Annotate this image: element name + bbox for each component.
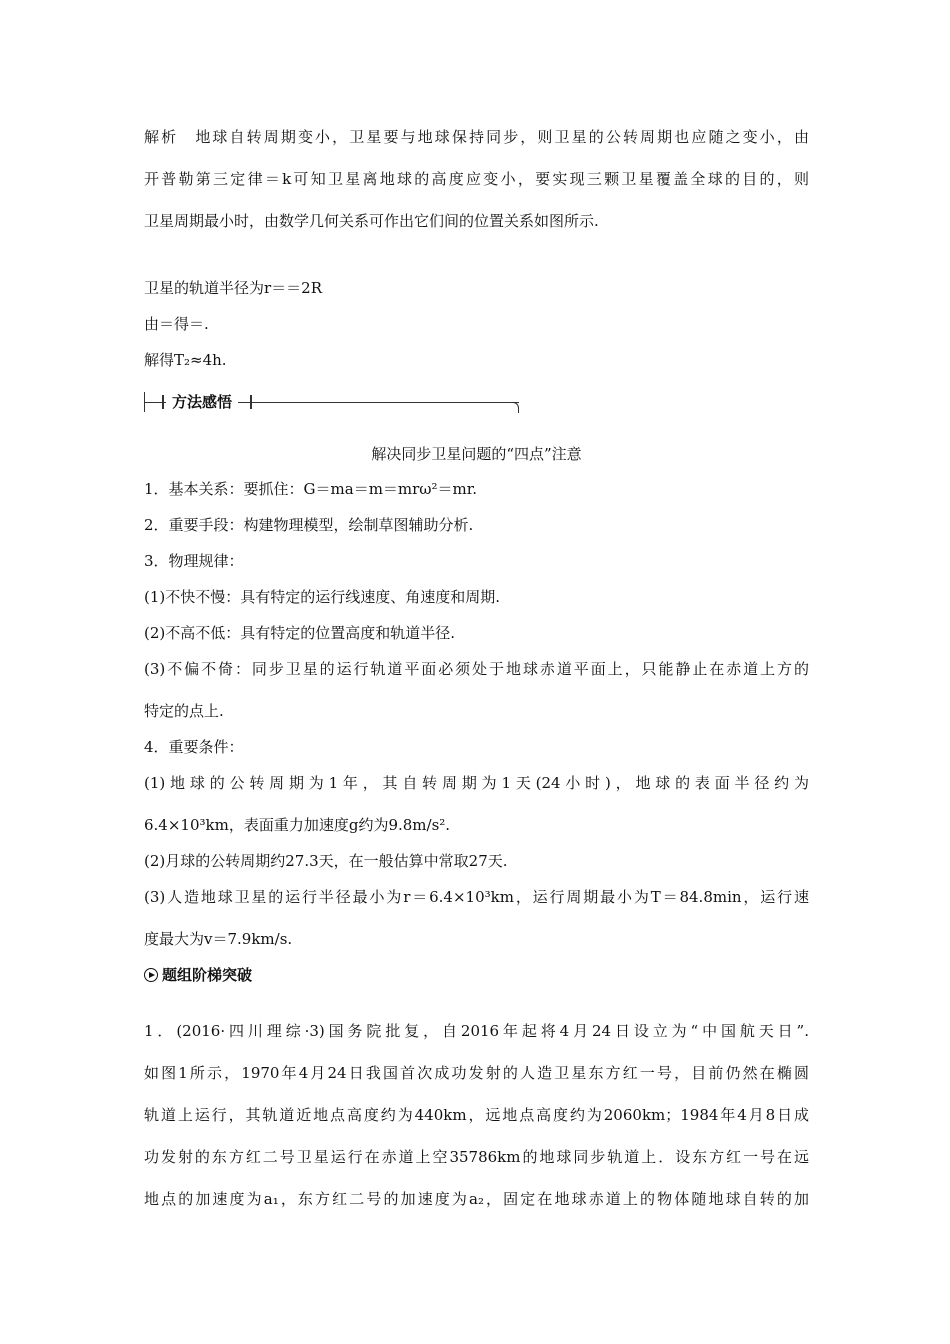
question-line-2: 如图1所示，1970年4月24日我国首次成功发射的人造卫星东方红一号，目前仍然在椭圆: [144, 1064, 809, 1082]
method-box-title: 方法感悟: [166, 392, 238, 412]
analysis-line-4: 卫星的轨道半径为r＝＝2R: [144, 279, 323, 297]
method-item-4: 4．重要条件：: [144, 738, 244, 756]
method-item-1: 1．基本关系：要抓住：G＝ma＝m＝mrω²＝mr.: [144, 480, 478, 498]
play-circle-icon: [144, 968, 158, 982]
method-item-2: 2．重要手段：构建物理模型，绘制草图辅助分析.: [144, 516, 474, 534]
method-item-4-3a: (3)人造地球卫星的运行半径最小为r＝6.4×10³km，运行周期最小为T＝84.8min，运行速: [144, 888, 809, 906]
method-item-3: 3．物理规律：: [144, 552, 244, 570]
section-heading: [144, 964, 252, 986]
analysis-line-1: 解析 地球自转周期变小，卫星要与地球保持同步，则卫星的公转周期也应随之变小，由: [144, 128, 809, 146]
method-box-right-bar: [250, 395, 252, 409]
method-item-4-2: (2)月球的公转周期约27.3天，在一般估算中常取27天.: [144, 852, 508, 870]
method-item-4-3b: 度最大为v＝7.9km/s.: [144, 930, 293, 948]
analysis-line-5: 由＝得＝.: [144, 315, 209, 333]
method-box-corner: [512, 402, 519, 413]
question-line-1: 1．(2016·四川理综·3)国务院批复，自2016年起将4月24日设立为“中国航天日”.: [144, 1022, 809, 1040]
question-line-3: 轨道上运行，其轨道近地点高度约为440km，远地点高度约为2060km；1984年4月8日成: [144, 1106, 809, 1124]
method-item-3-2: (2)不高不低：具有特定的位置高度和轨道半径.: [144, 624, 456, 642]
method-heading: 解决同步卫星问题的“四点”注意: [371, 445, 582, 463]
analysis-line-3: 卫星周期最小时，由数学几何关系可作出它们间的位置关系如图所示.: [144, 212, 599, 230]
method-item-3-3a: (3)不偏不倚：同步卫星的运行轨道平面必须处于地球赤道平面上，只能静止在赤道上方的: [144, 660, 809, 678]
method-box-header: [144, 392, 519, 412]
question-line-4: 功发射的东方红二号卫星运行在赤道上空35786km的地球同步轨道上．设东方红一号在远: [144, 1148, 809, 1166]
method-box-left-bar: [162, 395, 164, 409]
method-box-left-edge: [144, 392, 145, 412]
section-title: 题组阶梯突破: [162, 966, 253, 984]
method-item-4-1a: (1)地球的公转周期为1年，其自转周期为1天(24小时)，地球的表面半径约为: [144, 774, 809, 792]
method-item-4-1b: 6.4×10³km，表面重力加速度g约为9.8m/s².: [144, 816, 451, 834]
method-item-3-1: (1)不快不慢：具有特定的运行线速度、角速度和周期.: [144, 588, 501, 606]
analysis-line-6: 解得T₂≈4h.: [144, 351, 227, 369]
question-line-5: 地点的加速度为a₁，东方红二号的加速度为a₂，固定在地球赤道上的物体随地球自转的加: [144, 1190, 809, 1208]
analysis-line-2: 开普勒第三定律＝k可知卫星离地球的高度应变小，要实现三颗卫星覆盖全球的目的，则: [144, 170, 809, 188]
method-item-3-3b: 特定的点上.: [144, 702, 224, 720]
